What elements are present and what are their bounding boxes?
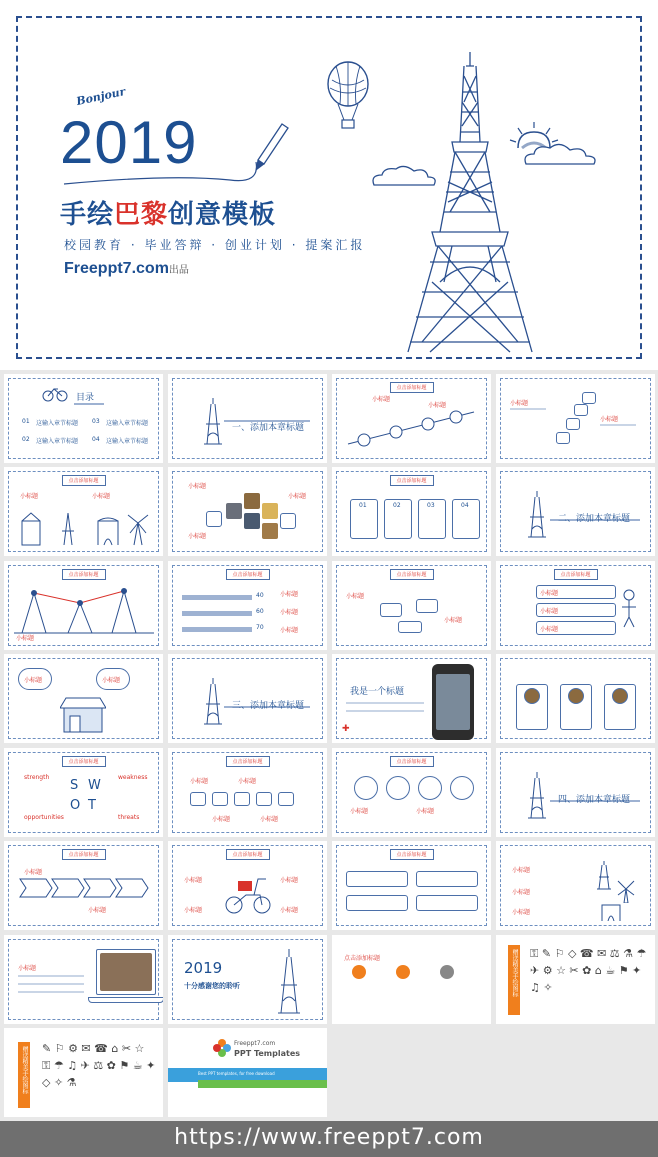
slide-thumb-chapter-one[interactable]	[168, 374, 327, 463]
photo-tile	[262, 523, 278, 539]
chapter-heading: 二、添加本章标题	[558, 514, 631, 524]
slide-thumb-chapter-two[interactable]	[496, 467, 655, 556]
slide-label: 点击添加标题	[225, 756, 269, 767]
flow-step	[190, 792, 206, 806]
slide-label: 点击添加标题	[553, 569, 597, 580]
small-title: 小标题	[184, 907, 203, 914]
note-box	[416, 599, 438, 613]
hero-subtitle: 校园教育 · 毕业答辩 · 创业计划 · 提案汇报	[64, 238, 366, 252]
thanks-message: 十分感谢您的聆听	[184, 982, 240, 990]
slide-thumb-portraits[interactable]	[496, 654, 655, 743]
divider	[74, 403, 104, 405]
toc-item: 这输入章节标题	[36, 420, 79, 427]
small-title: 小标题	[346, 593, 365, 600]
small-title: 小标题	[18, 965, 37, 972]
laptop-photo	[100, 953, 152, 991]
toc-item: 这输入章节标题	[106, 438, 149, 445]
list-card	[416, 895, 478, 911]
card-number: 01	[359, 502, 367, 509]
slide-thumb-timeline[interactable]	[332, 374, 491, 463]
slide-thumb-chapter-four[interactable]	[496, 748, 655, 837]
slide-thumb-list[interactable]	[332, 841, 491, 930]
person-icon	[620, 589, 638, 629]
small-title: 小标题	[428, 402, 447, 409]
hexagon-outline	[280, 513, 296, 529]
small-title: 小标题	[238, 778, 257, 785]
chapter-heading: 三、添加本章标题	[232, 701, 305, 711]
slide-thumb-numbered[interactable]	[332, 467, 491, 556]
slide-label: 点击添加标题	[389, 756, 433, 767]
hero-year: 2019	[60, 109, 198, 176]
slide-thumb-toc[interactable]	[4, 374, 163, 463]
flow-step	[234, 792, 250, 806]
toc-number: 02	[22, 436, 30, 443]
avatar	[568, 688, 584, 704]
small-title: 小标题	[190, 778, 209, 785]
small-title: 小标题	[16, 635, 35, 642]
slide-thumb-gears[interactable]	[332, 748, 491, 837]
swot-letter: O	[70, 798, 81, 813]
slide-thumb-phone[interactable]	[332, 654, 491, 743]
slide-label: 点击添加标题	[344, 955, 381, 962]
shop-front-icon	[60, 696, 106, 734]
slide-thumb-scooter[interactable]	[168, 841, 327, 930]
small-title: 小标题	[288, 493, 307, 500]
brand-name: Freeppt7.com	[64, 260, 169, 277]
orange-circle	[396, 965, 410, 979]
slide-label: 点击添加标题	[61, 756, 105, 767]
flow-step	[278, 792, 294, 806]
note-box	[398, 621, 422, 633]
thanks-year: 2019	[184, 959, 223, 977]
slide-thumb-orange-icons[interactable]	[332, 935, 491, 1024]
card-number: 03	[427, 502, 435, 509]
small-title: 小标题	[444, 617, 463, 624]
photo-tile	[262, 503, 278, 519]
slide-thumb-speech[interactable]	[496, 561, 655, 650]
small-title: 小标题	[280, 591, 299, 598]
step-box	[582, 392, 596, 404]
slide-label: 点击添加标题	[225, 849, 269, 860]
flower-logo-icon	[212, 1038, 232, 1058]
slide-label: 点击添加标题	[389, 849, 433, 860]
swot-letter: T	[88, 798, 96, 813]
plus-icon: ✚	[342, 724, 350, 734]
slide-thumb-flow[interactable]	[168, 748, 327, 837]
slide-thumb-arrows[interactable]	[4, 841, 163, 930]
small-title: 小标题	[184, 877, 203, 884]
slide-thumb-icon-set-1[interactable]	[496, 935, 655, 1024]
small-title: 小标题	[510, 400, 529, 407]
hero-title-part: 手绘	[60, 200, 115, 230]
slide-label: 点击添加标题	[225, 569, 269, 580]
photo-tile	[244, 493, 260, 509]
text-line	[18, 975, 84, 977]
flow-step	[212, 792, 228, 806]
green-ribbon	[198, 1080, 327, 1088]
swot-word: weakness	[118, 774, 148, 781]
eiffel-tower-icon	[526, 772, 548, 820]
slide-thumb-steps[interactable]	[496, 374, 655, 463]
slide-thumb-hexagons[interactable]	[168, 467, 327, 556]
gray-circle	[440, 965, 454, 979]
phone-screen-photo	[436, 674, 470, 730]
toc-item: 这输入章节标题	[106, 420, 149, 427]
photo-tile	[226, 503, 242, 519]
avatar	[524, 688, 540, 704]
progress-value: 40	[256, 592, 264, 599]
small-title: 小标题	[540, 590, 559, 597]
small-title: 小标题	[24, 677, 43, 684]
arch-icon	[600, 903, 622, 921]
slide-thumb-laptop[interactable]	[4, 935, 163, 1024]
swot-word: strength	[24, 774, 50, 781]
eiffel-tower-icon	[202, 398, 224, 446]
bicycle-icon	[42, 386, 68, 402]
icon-grid: ⚿ ✎ ⚐ ◇ ☎ ✉ ⚖ ⚗ ☂ ✈ ⚙ ☆ ✂ ✿ ⌂ ☕ ⚑ ✦ ♫ ✧	[530, 947, 647, 994]
toc-title: 目录	[76, 393, 95, 403]
text-line	[510, 408, 546, 410]
slide-thumb-peaks[interactable]	[4, 561, 163, 650]
bonjour-badge: Bonjour	[75, 84, 127, 109]
progress-value: 60	[256, 608, 264, 615]
small-title: 小标题	[372, 396, 391, 403]
hero-title-part: 创意模板	[168, 200, 277, 230]
slide-thumb-chapter-three[interactable]	[168, 654, 327, 743]
flow-step	[256, 792, 272, 806]
brand-suffix: 出品	[168, 265, 189, 276]
slide-thumb-progress[interactable]	[168, 561, 327, 650]
gear-icon	[386, 776, 410, 800]
logo-tagline: Best PPT templates, for free download	[198, 1071, 275, 1076]
eiffel-tower-icon	[202, 678, 224, 726]
gear-icon	[354, 776, 378, 800]
gear-icon	[418, 776, 442, 800]
swot-word: threats	[118, 814, 140, 821]
thumb-frame	[172, 378, 323, 459]
small-title: 小标题	[350, 808, 369, 815]
progress-bar	[182, 611, 252, 616]
slide-thumb-landmarks[interactable]	[4, 467, 163, 556]
laptop-base	[88, 997, 163, 1003]
card-number: 02	[393, 502, 401, 509]
slide-label: 点击添加标题	[389, 382, 433, 393]
icon-grid: ✎ ⚐ ⚙ ✉ ☎ ⌂ ✂ ☆ ⚿ ☂ ♫ ✈ ⚖ ✿ ⚑ ☕ ✦ ◇ ✧ ⚗	[42, 1042, 156, 1089]
text-line	[600, 424, 636, 426]
small-title: 小标题	[88, 907, 107, 914]
small-title: 小标题	[188, 483, 207, 490]
phone-slide-title: 我是一个标题	[350, 687, 405, 697]
toc-number: 04	[92, 436, 100, 443]
small-title: 小标题	[20, 493, 39, 500]
eiffel-tower-icon	[596, 861, 612, 891]
toc-item: 这输入章节标题	[36, 438, 79, 445]
logo-site: Freeppt7.com	[234, 1040, 276, 1047]
card-number: 04	[461, 502, 469, 509]
hero-title-highlight: 巴黎	[114, 200, 169, 230]
small-title: 小标题	[92, 493, 111, 500]
hexagon-outline	[206, 511, 222, 527]
small-title: 小标题	[512, 889, 531, 896]
text-line	[18, 983, 84, 985]
arrow-chevrons	[18, 877, 150, 899]
icon-caption: 赠送精美手绘图标	[21, 1046, 28, 1094]
swot-letter: W	[88, 778, 101, 793]
slide-label: 点击添加标题	[61, 475, 105, 486]
slide-thumb-shop[interactable]	[4, 654, 163, 743]
chapter-heading: 一、添加本章标题	[232, 423, 305, 433]
pencil-path-icon	[344, 404, 480, 450]
step-box	[556, 432, 570, 444]
text-line	[346, 710, 424, 712]
small-title: 小标题	[600, 416, 619, 423]
small-title: 小标题	[512, 867, 531, 874]
avatar	[612, 688, 628, 704]
text-line	[18, 991, 84, 993]
toc-number: 01	[22, 418, 30, 425]
slide-label: 点击添加标题	[61, 849, 105, 860]
photo-tile	[244, 513, 260, 529]
footer-url[interactable]: https://www.freeppt7.com	[174, 1125, 484, 1150]
slide-label: 点击添加标题	[389, 475, 433, 486]
chapter-heading: 四、添加本章标题	[558, 795, 631, 805]
peak-diagram	[14, 583, 154, 635]
slide-thumb-icon-set-2[interactable]	[4, 1028, 163, 1117]
hot-air-balloon-icon	[322, 60, 374, 135]
swot-word: opportunities	[24, 814, 64, 821]
slide-thumb-map-icons[interactable]	[496, 841, 655, 930]
list-card	[416, 871, 478, 887]
slide-thumb-notes[interactable]	[332, 561, 491, 650]
slide-label: 点击添加标题	[389, 569, 433, 580]
eiffel-tower-illustration	[400, 52, 540, 358]
landmarks-icon	[18, 511, 150, 547]
small-title: 小标题	[280, 907, 299, 914]
small-title: 小标题	[416, 808, 435, 815]
small-title: 小标题	[212, 816, 231, 823]
eiffel-tower-icon	[276, 949, 302, 1015]
step-box	[574, 404, 588, 416]
progress-bar	[182, 627, 252, 632]
orange-circle	[352, 965, 366, 979]
small-title: 小标题	[280, 609, 299, 616]
slide-thumb-thanks[interactable]	[168, 935, 327, 1024]
icon-caption: 赠送精美手绘图标	[511, 949, 518, 997]
list-card	[346, 895, 408, 911]
small-title: 小标题	[540, 626, 559, 633]
small-title: 小标题	[280, 627, 299, 634]
gear-icon	[450, 776, 474, 800]
list-card	[346, 871, 408, 887]
small-title: 小标题	[188, 533, 207, 540]
small-title: 小标题	[540, 608, 559, 615]
hero-title	[60, 194, 276, 231]
slide-thumb-swot[interactable]	[4, 748, 163, 837]
footer-bar	[0, 1121, 658, 1157]
eiffel-tower-icon	[526, 491, 548, 539]
slide-label: 点击添加标题	[61, 569, 105, 580]
logo-name: PPT Templates	[234, 1049, 301, 1058]
windmill-icon	[616, 879, 636, 903]
progress-value: 70	[256, 624, 264, 631]
slide-thumb-logo[interactable]	[168, 1028, 327, 1117]
step-box	[566, 418, 580, 430]
hero-brand	[64, 260, 189, 278]
hero-slide[interactable]	[0, 0, 658, 370]
text-line	[346, 702, 424, 704]
small-title: 小标题	[102, 677, 121, 684]
note-box	[380, 603, 402, 617]
toc-number: 03	[92, 418, 100, 425]
small-title: 小标题	[260, 816, 279, 823]
small-title: 小标题	[512, 909, 531, 916]
small-title: 小标题	[280, 877, 299, 884]
small-title: 小标题	[24, 869, 43, 876]
progress-bar	[182, 595, 252, 600]
scooter-icon	[224, 871, 272, 915]
swot-letter: S	[70, 778, 79, 793]
